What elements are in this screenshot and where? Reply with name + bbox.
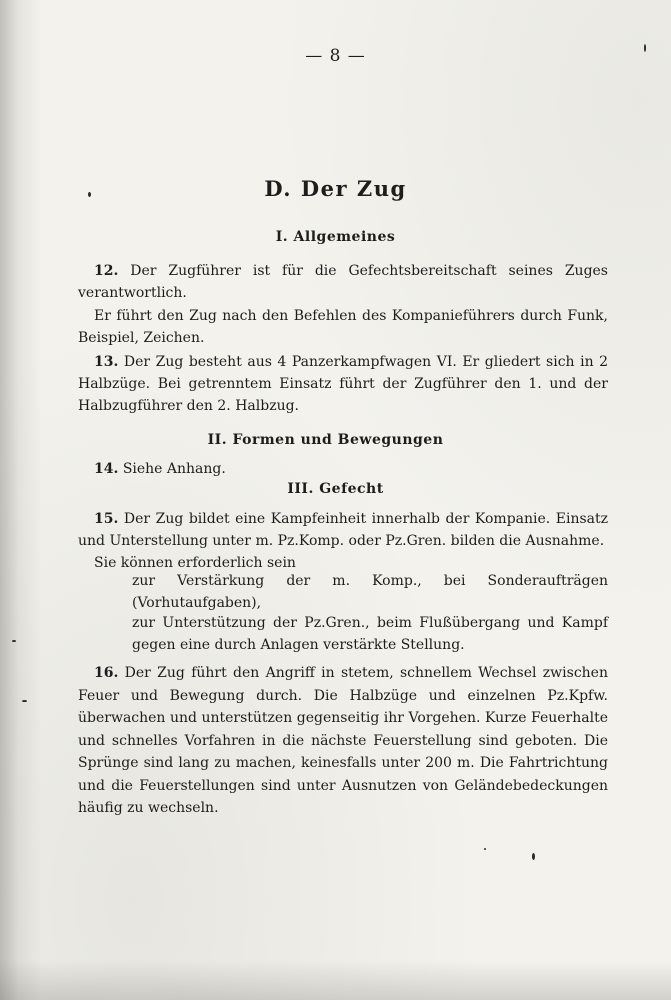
section-title: D. Der Zug	[264, 176, 407, 201]
paragraph-12	[78, 260, 608, 304]
scan-speck	[484, 848, 486, 850]
paragraph-13	[78, 351, 608, 417]
page-number: — 8 —	[305, 46, 366, 66]
paragraph-text: Siehe Anhang.	[122, 461, 226, 477]
paragraph-16	[78, 662, 608, 820]
paragraph-number: 14.	[94, 461, 119, 477]
heading-formen-und-bewegungen: II. Formen und Bewegungen	[207, 432, 444, 448]
scan-speck	[88, 192, 91, 197]
paragraph-number: 16.	[94, 665, 119, 681]
paragraph-number: 13.	[94, 354, 119, 370]
heading-allgemeines: I. Allgemeines	[275, 229, 396, 245]
paragraph-12-continued: Er führt den Zug nach den Befehlen des Kompanieführers durch Funk, Beispiel, Zeichen.	[78, 308, 608, 346]
paragraph-text: Der Zug besteht aus 4 Panzerkampfwagen VI. Er gliedert sich in 2 Halbzüge. Bei getrenntem Einsatz führt der Zugführer den 1. und der Halbzugführer den 2. Halbzug.	[78, 354, 609, 414]
scan-speck	[532, 853, 535, 860]
paragraph-15	[78, 508, 608, 552]
scan-speck	[12, 640, 16, 642]
list-item-unterstuetzung: zur Unterstützung der Pz.Gren., beim Flußübergang und Kampf gegen eine durch Anlagen verstärkte Stellung.	[132, 615, 608, 653]
scan-shadow-bottom	[0, 960, 671, 1000]
paragraph-14	[78, 458, 608, 480]
paragraph-number: 12.	[94, 263, 119, 279]
paragraph-text: Der Zug führt den Angriff in stetem, schnellem Wechsel zwischen Feuer und Bewegung durch. Die Halbzüge und einzelnen Pz.Kpfw. überwachen und unterstützen gegenseitig ihr Vorgehen. Kurze Feuerhalte und schnelles Vorfahren in die nächste Feuerstellung sind geboten. Die Sprünge sind lang zu machen, keinesfalls unter 200 m. Die Fahrtrichtung und die Feuerstellungen sind unter Ausnutzen von Geländebedeckungen häufig zu wechseln.	[78, 665, 608, 816]
heading-gefecht: III. Gefecht	[287, 481, 384, 497]
scan-shadow-left	[0, 0, 42, 1000]
list-item-verstaerkung: zur Verstärkung der m. Komp., bei Sonderaufträgen (Vorhutaufgaben),	[132, 573, 608, 611]
paragraph-text: Der Zugführer ist für die Gefechtsbereitschaft seines Zuges verantwortlich.	[78, 263, 608, 301]
scan-speck	[644, 44, 646, 52]
paragraph-number: 15.	[94, 511, 119, 527]
paragraph-15-intro: Sie können erforderlich sein	[94, 555, 296, 571]
scan-speck	[22, 700, 27, 702]
paragraph-text: Der Zug bildet eine Kampfeinheit innerhalb der Kompanie. Einsatz und Unterstellung unter m. Pz.Komp. oder Pz.Gren. bilden die Ausnahme.	[78, 511, 609, 549]
